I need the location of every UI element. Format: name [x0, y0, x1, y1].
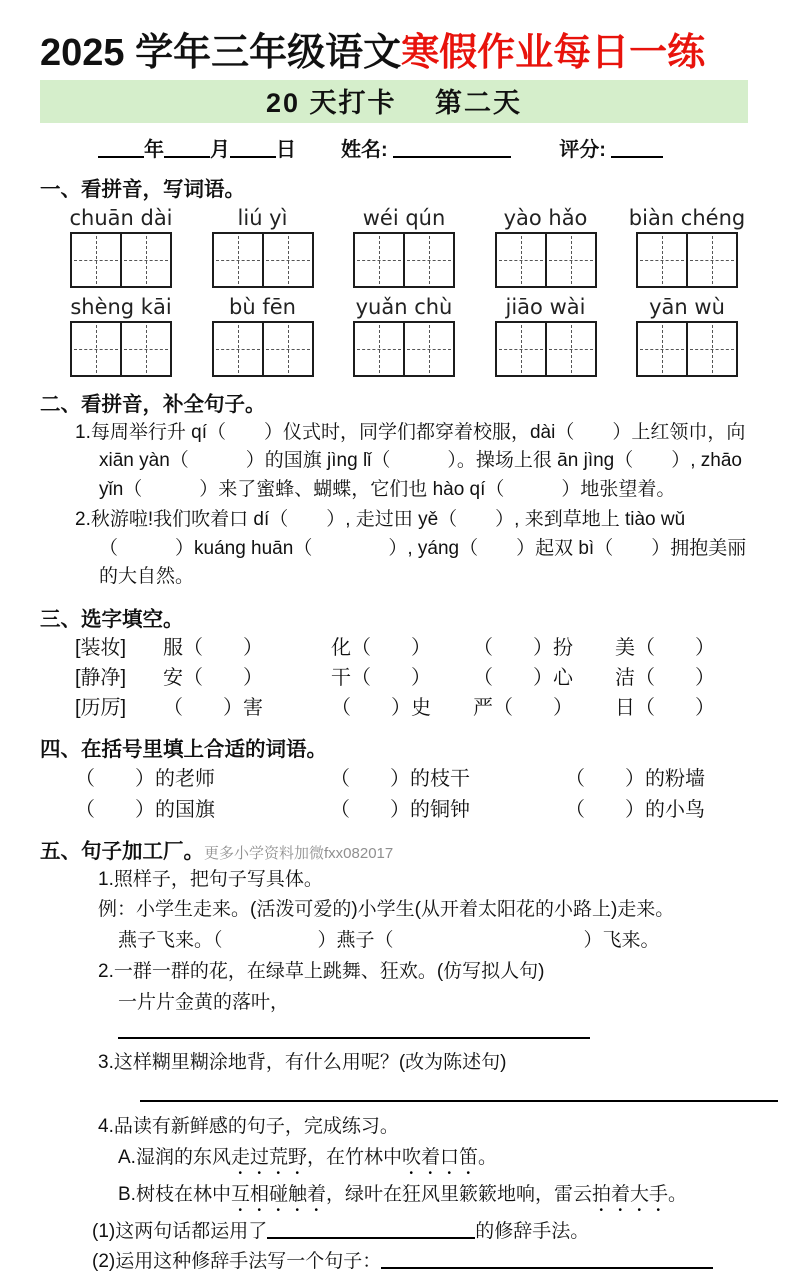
writing-cell [497, 234, 545, 286]
sentence-b-text: B.树枝在林中 [118, 1184, 231, 1205]
month-blank [164, 138, 210, 158]
s5-item3: 3.这样糊里糊涂地背，有什么用呢？(改为陈述句) [98, 1049, 748, 1078]
pinyin-item [495, 206, 597, 288]
pinyin-item [636, 206, 738, 288]
fill-cell: 洁（ ） [615, 665, 748, 692]
pinyin-item [70, 206, 172, 288]
writing-grid [495, 232, 597, 288]
year-label: 年 [144, 139, 164, 161]
writing-cell [262, 323, 312, 375]
s5-item1-fill: 燕子飞来。（ ）燕子（ ）飞来。 [118, 927, 748, 956]
word-cell: （ ）的铜钟 [330, 797, 565, 824]
emphasized-text: 走过荒野 [231, 1147, 307, 1168]
fill-cell: 日（ ） [615, 695, 748, 722]
section-complete-sentences [40, 387, 748, 592]
sentence-b-text: 。 [668, 1184, 687, 1205]
word-cell: （ ）的枝干 [330, 766, 565, 793]
date-name-score-line [98, 133, 748, 162]
writing-cell [686, 234, 736, 286]
fill-cell: （ ）史 [331, 695, 473, 722]
word-cell: （ ）的国旗 [75, 797, 330, 824]
title-black-part: 2025 学年三年级语文 [40, 32, 401, 74]
pinyin-item [495, 295, 597, 377]
writing-cell [686, 323, 736, 375]
writing-cell [262, 234, 312, 286]
writing-grid [495, 321, 597, 377]
fill-cell: 服（ ） [163, 635, 331, 662]
writing-cell [214, 323, 262, 375]
s5-item3-answer [140, 1084, 748, 1105]
writing-cell [545, 234, 595, 286]
day-banner-text: 20 天打卡 第二天 [266, 88, 522, 118]
word-cell: （ ）的粉墙 [565, 766, 748, 793]
writing-cell [638, 234, 686, 286]
page-title [40, 30, 748, 78]
s5-item4-sentence-b [118, 1181, 748, 1216]
emphasized-text: 吹着口笛 [402, 1147, 478, 1168]
section-suitable-words [40, 732, 748, 824]
s5-item2: 2.一群一群的花，在绿草上跳舞、狂欢。(仿写拟人句) [98, 958, 748, 987]
choose-row [75, 695, 748, 722]
pinyin-row-1 [70, 206, 738, 288]
sentence-b-text: ，绿叶在狂风里簌簌地响，雷云 [326, 1184, 592, 1205]
pinyin-label: yào hǎo [504, 206, 588, 230]
sentence-item-2: 2.秋游啦!我们吹着口 dí（ ）, 走过田 yě（ ）, 来到草地上 tiào wǔ（ ）kuáng huān（ ）, yáng（ ）起双 bì（ ）拥抱美丽的大自然。 [75, 506, 747, 592]
writing-cell [497, 323, 545, 375]
pinyin-label: wéi qún [363, 206, 446, 230]
pinyin-label: yuǎn chù [356, 295, 453, 319]
pinyin-item [353, 295, 455, 377]
answer-blank [381, 1250, 713, 1269]
s5-item4-q2 [92, 1248, 748, 1277]
choose-row [75, 665, 748, 692]
answer-blank [140, 1086, 778, 1102]
s5-item1-example: 例：小学生走来。(活泼可爱的)小学生(从开着太阳花的小路上)走来。 [98, 896, 748, 925]
day-banner [40, 80, 748, 123]
pinyin-item [353, 206, 455, 288]
writing-cell [355, 323, 403, 375]
pinyin-label: jiāo wài [506, 295, 586, 319]
choose-row [75, 635, 748, 662]
writing-cell [545, 323, 595, 375]
word-cell: （ ）的老师 [75, 766, 330, 793]
fill-cell: （ ）扮 [473, 635, 615, 662]
section3-title: 三、选字填空。 [40, 602, 748, 632]
section-pinyin-words [40, 172, 748, 377]
writing-cell [403, 323, 453, 375]
q1-post: 的修辞手法。 [475, 1221, 589, 1242]
writing-cell [72, 323, 120, 375]
writing-grid [70, 321, 172, 377]
sentence-a-text: A.湿润的东风 [118, 1147, 231, 1168]
writing-cell [638, 323, 686, 375]
s5-item4: 4.品读有新鲜感的句子，完成练习。 [98, 1113, 748, 1142]
section-choose-character [40, 602, 748, 722]
name-label: 姓名: [341, 139, 388, 161]
s5-item2-lead: 一片片金黄的落叶， [118, 992, 289, 1013]
pinyin-row-2 [70, 295, 738, 377]
fill-cell: 安（ ） [163, 665, 331, 692]
pinyin-label: shèng kāi [70, 295, 171, 319]
s5-item4-sentence-a [118, 1144, 748, 1179]
writing-grid [636, 321, 738, 377]
writing-cell [403, 234, 453, 286]
emphasized-text: 拍着大手 [592, 1184, 668, 1205]
pinyin-label: yān wù [649, 295, 725, 319]
fill-cell: 干（ ） [331, 665, 473, 692]
day-label: 日 [276, 139, 296, 161]
pinyin-label: bù fēn [229, 295, 296, 319]
writing-grid [212, 321, 314, 377]
writing-grid [636, 232, 738, 288]
fill-cell: 化（ ） [331, 635, 473, 662]
section5-title-text: 五、句子加工厂。 [40, 840, 204, 863]
writing-cell [355, 234, 403, 286]
pinyin-item [212, 206, 314, 288]
writing-grid [212, 232, 314, 288]
day-blank [230, 138, 276, 158]
score-label: 评分: [559, 139, 606, 161]
pinyin-label: chuān dài [69, 206, 172, 230]
writing-cell [120, 234, 170, 286]
answer-blank [118, 1020, 590, 1039]
writing-cell [214, 234, 262, 286]
emphasized-text: 互相碰触着 [231, 1184, 326, 1205]
s5-item1: 1.照样子，把句子写具体。 [98, 866, 748, 895]
section5-title [40, 834, 748, 864]
writing-grid [353, 232, 455, 288]
score-blank [611, 138, 663, 158]
s5-item2-answer [118, 989, 748, 1047]
q1-pre: (1)这两句话都运用了 [92, 1221, 267, 1242]
s5-item4-q1 [92, 1218, 748, 1247]
q2-pre: (2)运用这种修辞手法写一个句子： [92, 1251, 381, 1272]
writing-cell [120, 323, 170, 375]
char-options: [静净] [75, 665, 163, 692]
name-blank [393, 138, 511, 158]
section1-title: 一、看拼音，写词语。 [40, 172, 748, 202]
year-blank [98, 138, 144, 158]
writing-grid [70, 232, 172, 288]
fill-cell: 严（ ） [473, 695, 615, 722]
pinyin-label: biàn chéng [629, 206, 745, 230]
pinyin-item [70, 295, 172, 377]
word-row [75, 797, 748, 824]
word-row [75, 766, 748, 793]
word-cell: （ ）的小鸟 [565, 797, 748, 824]
pinyin-item [212, 295, 314, 377]
fill-cell: （ ）害 [163, 695, 331, 722]
section4-title: 四、在括号里填上合适的词语。 [40, 732, 748, 762]
answer-blank [267, 1220, 475, 1239]
month-label: 月 [210, 139, 230, 161]
sentence-a-text: 。 [478, 1147, 497, 1168]
sentence-item-1: 1.每周举行升 qí（ ）仪式时，同学们都穿着校服，dài（ ）上红领巾，向 xiān yàn（ ）的国旗 jìng lǐ（ ）。操场上很 ān jìng（ ）, zhāo yǐn（ ）来了蜜蜂、蝴蝶，它们也 hào qí（ ）地张望着。 [75, 419, 747, 505]
sentence-a-text: ，在竹林中 [307, 1147, 402, 1168]
fill-cell: （ ）心 [473, 665, 615, 692]
pinyin-item [636, 295, 738, 377]
char-options: [装妆] [75, 635, 163, 662]
watermark-text: 更多小学资料加微fxx082017 [204, 845, 393, 862]
writing-cell [72, 234, 120, 286]
pinyin-label: liú yì [238, 206, 288, 230]
writing-grid [353, 321, 455, 377]
section2-title: 二、看拼音，补全句子。 [40, 387, 748, 417]
char-options: [历厉] [75, 695, 163, 722]
section-sentence-factory [40, 834, 748, 1277]
fill-cell: 美（ ） [615, 635, 748, 662]
title-red-part: 寒假作业每日一练 [401, 32, 705, 74]
